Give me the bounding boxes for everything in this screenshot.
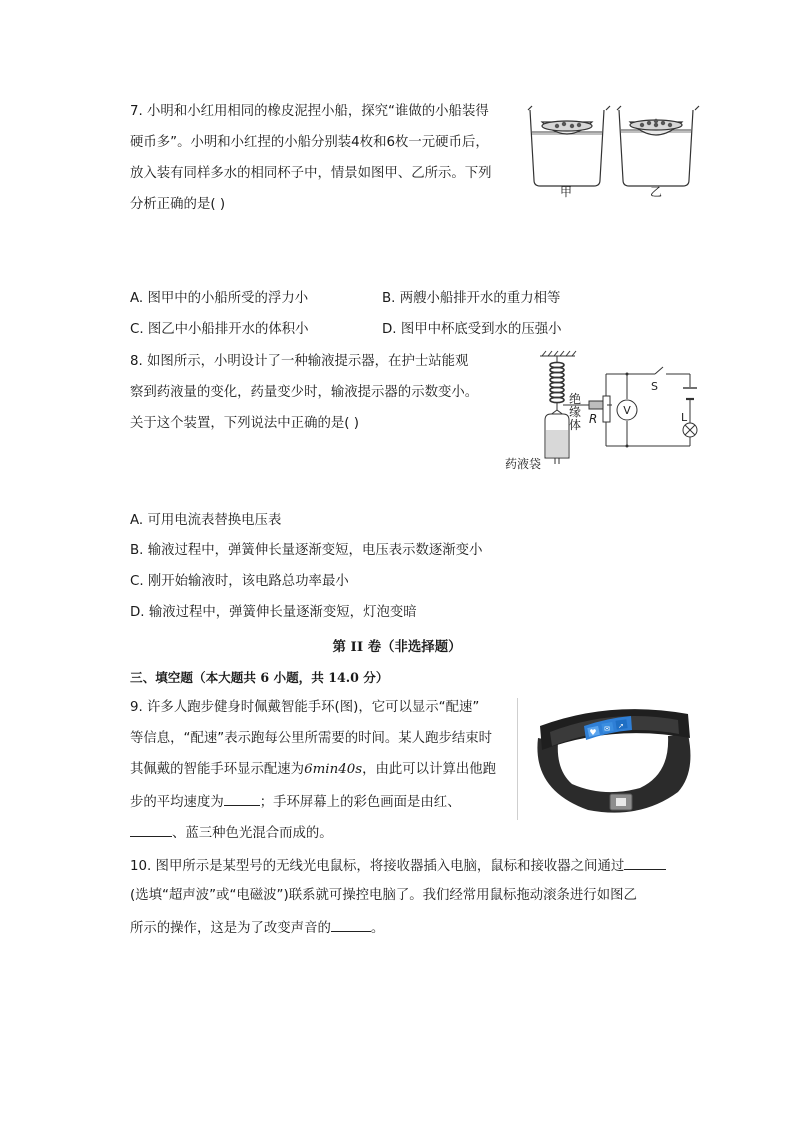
q7-stem-line-4: 分析正确的是( ): [130, 197, 226, 212]
q9-stem-line-3: [130, 761, 496, 779]
q9-pace-value: 6min40s: [304, 762, 363, 777]
q9-stem-line-5: [130, 823, 333, 843]
q10-line3-text: 所示的操作，这是为了改变声音的: [130, 921, 331, 936]
sensor-window: [616, 798, 626, 806]
q7-label-yi: 乙: [650, 185, 663, 199]
q8-option-d: D. 输液过程中，弹簧伸长量逐渐变短，灯泡变暗: [130, 605, 417, 620]
q8-stem-line-2: 察到药液量的变化，药量变少时，输液提示器的示数变小。: [130, 385, 479, 400]
q8-stem-line-1: 8. 如图所示，小明设计了一种输液提示器，在护士站能观: [130, 354, 469, 369]
q7-label-jia: 甲: [560, 185, 573, 199]
q9-stem-line-2: 等信息，“配速”表示跑每公里所需要的时间。某人跑步结束时: [130, 731, 493, 746]
q10-stem-line-3: [130, 918, 384, 938]
insulator-label: 绝缘体: [569, 392, 582, 432]
q10-line3-end: 。: [370, 921, 385, 936]
q9-figure-divider: [517, 698, 518, 820]
q8-option-b: B. 输液过程中，弹簧伸长量逐渐变短，电压表示数逐渐变小: [130, 543, 483, 558]
ceiling-mount: [540, 351, 576, 362]
section-heading: 三、填空题（本大题共 6 小题，共 14.0 分）: [130, 670, 389, 685]
q7-option-d: D. 图甲中杯底受到水的压强小: [382, 322, 562, 337]
q7-option-b: B. 两艘小船排开水的重力相等: [382, 291, 561, 306]
q7-option-c: C. 图乙中小船排开水的体积小: [130, 322, 309, 337]
q9-line3-start: 其佩戴的智能手环显示配速为: [130, 762, 305, 777]
q7-stem-line-3: 放入装有同样多水的相同杯子中，情景如图甲、乙所示。下列: [130, 166, 492, 181]
iv-bag: [545, 403, 569, 464]
q9-stem-line-1: 9. 许多人跑步健身时佩戴智能手环(图)，它可以显示“配速”: [130, 700, 480, 715]
q10-stem-line-2: (选填“超声波”或“电磁波”)联系就可操控电脑了。我们经常用鼠标拖动滚条进行如图乙: [130, 888, 637, 903]
bag-label: 药液袋: [505, 457, 542, 471]
battery: [683, 388, 697, 399]
heart-icon: ♥: [589, 728, 597, 737]
run-icon: ➚: [618, 722, 624, 730]
rheostat: [603, 374, 612, 446]
q9-blank-speed[interactable]: [224, 792, 260, 806]
q7-stem-line-1: 7. 小明和小红用相同的橡皮泥捏小船，探究“谁做的小船装得: [130, 104, 489, 119]
q10-stem-line-1: [130, 856, 666, 876]
rheostat-label: R: [589, 412, 598, 426]
q8-circuit-figure: [505, 350, 700, 475]
q9-line4-start: 步的平均速度为: [130, 795, 224, 810]
smart-band-image: [528, 698, 700, 820]
q10-line1-text: 10. 图甲所示是某型号的无线光电鼠标，将接收器插入电脑，鼠标和接收器之间通过: [130, 859, 625, 874]
q9-line5-end: 、蓝三种色光混合而成的。: [172, 826, 333, 841]
mail-icon: ✉: [604, 725, 610, 733]
voltmeter-label: V: [623, 404, 631, 417]
cup-yi: [617, 106, 699, 186]
volume-title: 第 II 卷（非选择题）: [332, 639, 462, 655]
cup-jia: [528, 106, 610, 186]
q9-line3-end: ，由此可以计算出他跑: [362, 762, 497, 777]
q7-cups-figure: [522, 100, 702, 205]
q8-stem-line-3: 关于这个装置，下列说法中正确的是( ): [130, 416, 359, 431]
q9-stem-line-4: [130, 792, 461, 812]
q10-blank-medium[interactable]: [624, 856, 666, 870]
q8-option-a: A. 可用电流表替换电压表: [130, 513, 282, 528]
q9-line4-end: ；手环屏幕上的彩色画面是由红、: [259, 795, 461, 810]
q9-blank-color[interactable]: [130, 823, 172, 837]
q8-option-c: C. 刚开始输液时，该电路总功率最小: [130, 574, 349, 589]
q7-stem-line-2: 硬币多”。小明和小红捏的小船分别装4枚和6枚一元硬币后，: [130, 135, 489, 150]
spring: [550, 362, 564, 402]
lamp-label: L: [681, 411, 688, 424]
switch-label: S: [651, 380, 658, 393]
q7-option-a: A. 图甲中的小船所受的浮力小: [130, 291, 309, 306]
lamp: [683, 423, 697, 437]
q10-blank-sound[interactable]: [331, 918, 371, 932]
